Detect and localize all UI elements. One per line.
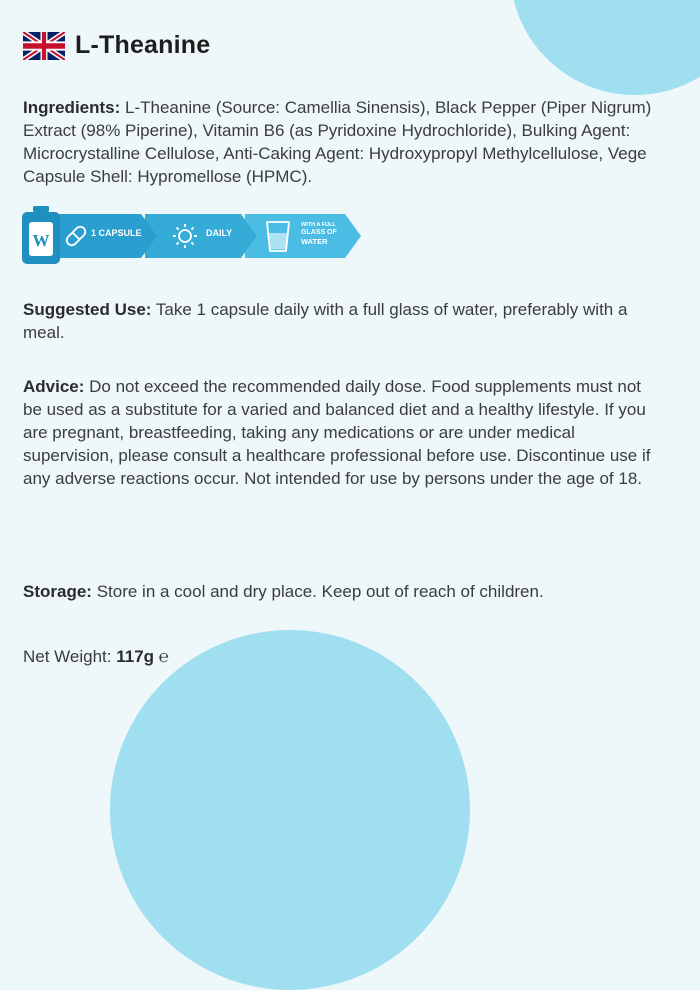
page-title: L-Theanine [75,31,211,59]
svg-text:W: W [32,231,50,250]
ingredients-label: Ingredients: [23,98,121,117]
suggested-use-text: Take 1 capsule daily with a full glass of water, preferably with a meal. [23,300,628,342]
suggested-use-section [23,298,663,344]
advice-label: Advice: [23,377,85,396]
net-weight-value: 117g [116,647,155,666]
advice-text: Do not exceed the recommended daily dose. Food supplements must not be used as a substitute for a varied and balanced diet and a healthy lifestyle. If you are pregnant, breastfeeding, taking any medications or are under medical supervision, please consult a healthcare professional before use. Discontinue use if any adverse reactions occur. Not intended for use by persons under the age of 18. [23,377,651,488]
page-header [23,31,210,60]
ingredients-section [23,96,663,188]
decorative-circle-bottom [110,630,470,990]
net-weight-label: Net Weight: [23,647,117,666]
storage-section [23,580,663,603]
dosage-segment-water [245,214,361,258]
ingredients-text: L-Theanine (Source: Camellia Sinensis), Black Pepper (Piper Nigrum) Extract (98% Piperine), Vitamin B6 (as Pyridoxine Hydrochloride), Bulking Agent: Microcrystalline Cellulose, Anti-Caking Agent: Hydroxypropyl Methylcellulose, Vege Capsule Shell: Hypromellose (HPMC). [23,98,652,186]
dosage-capsule-label: 1 CAPSULE [91,228,142,238]
dosage-instructions-banner [20,203,365,265]
suggested-use-label: Suggested Use: [23,300,152,319]
storage-label: Storage: [23,582,92,601]
uk-flag-icon [23,32,65,60]
dosage-daily-label: DAILY [206,228,233,238]
dosage-water-label-line2: GLASS OF [301,229,337,236]
bottle-icon [22,206,60,264]
dosage-water-label-line1: WITH A FULL [301,222,336,228]
dosage-water-label-line3: WATER [301,237,328,246]
net-weight-section [23,645,663,668]
estimated-sign-icon: ℮ [154,647,169,666]
advice-section [23,375,663,490]
storage-text: Store in a cool and dry place. Keep out of reach of children. [91,582,544,601]
dosage-segment-daily [145,214,257,258]
decorative-circle-top [510,0,700,95]
